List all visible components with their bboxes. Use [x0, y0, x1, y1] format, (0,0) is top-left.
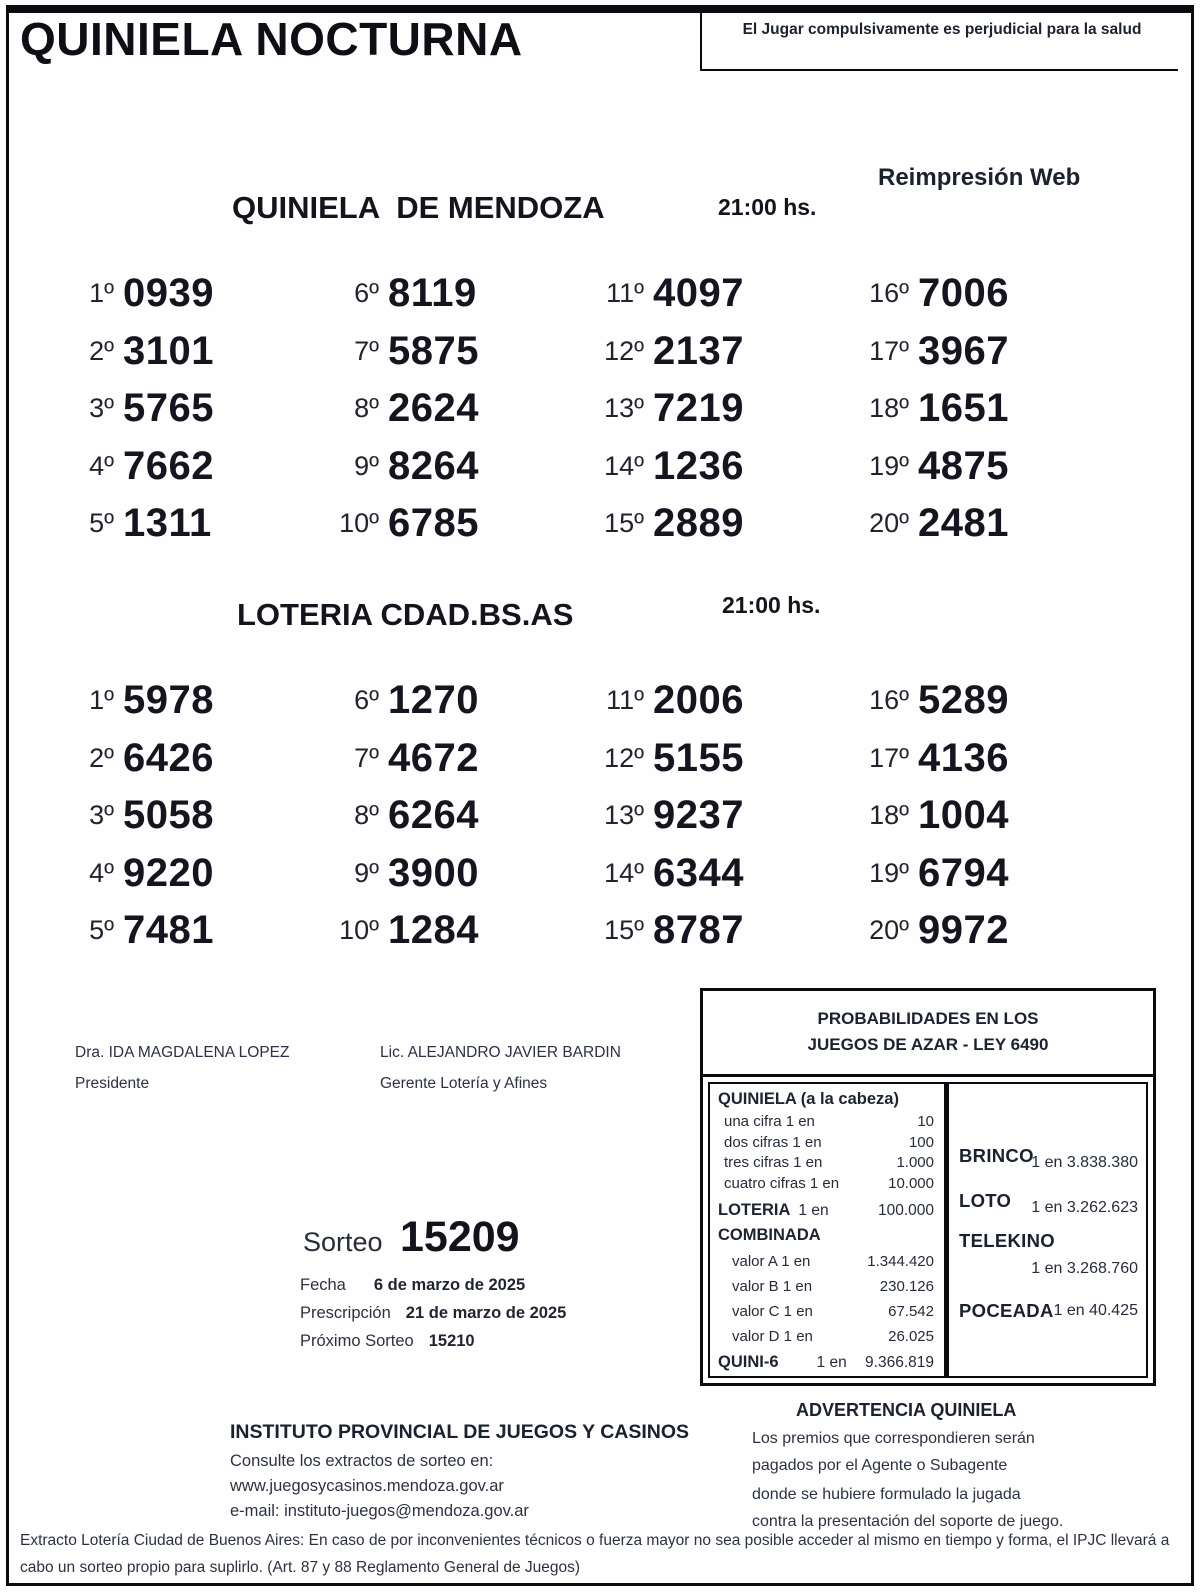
game-odds-value: 1 en 40.425 — [1053, 1302, 1138, 1319]
odds-label: cuatro cifras 1 en — [724, 1174, 840, 1192]
manager-role: Gerente Lotería y Afines — [380, 1075, 548, 1092]
loteria-odds-mid: 1 en — [798, 1202, 829, 1219]
result-item — [855, 271, 1120, 316]
instituto-consulte-line: Consulte los extractos de sorteo en: — [230, 1452, 494, 1470]
result-item — [60, 271, 325, 316]
footer-legal-text: Extracto Lotería Ciudad de Buenos Aires: En caso de por inconvenientes técnicos o fuerza mayor no sea posible acceder al mismo en tiempo y forma, el IPJC llevará a cabo un sorteo propio para suplirlo. (Art. 87 y 88 Reglamento General de Juegos) — [20, 1532, 1170, 1576]
result-number: 1311 — [123, 501, 212, 546]
result-position: 14º — [604, 450, 644, 481]
result-position: 16º — [869, 278, 909, 309]
result-position: 17º — [869, 742, 909, 773]
result-number: 8119 — [388, 271, 477, 316]
result-position: 2º — [89, 335, 114, 366]
loteria-odds-value: 100.000 — [877, 1202, 934, 1219]
fecha-line — [300, 1276, 525, 1295]
result-number: 0939 — [123, 271, 214, 316]
result-item — [60, 386, 325, 431]
probabilities-left-cell — [708, 1082, 944, 1378]
result-item — [590, 386, 855, 431]
loteria-odds-label: LOTERIA — [718, 1201, 791, 1219]
sorteo-number: 15209 — [400, 1213, 520, 1261]
mendoza-results-grid — [60, 265, 1122, 553]
result-number: 7662 — [123, 443, 214, 488]
result-number: 2006 — [653, 678, 744, 723]
result-position: 13º — [604, 393, 644, 424]
result-number: 2624 — [388, 386, 479, 431]
instituto-title: INSTITUTO PROVINCIAL DE JUEGOS Y CASINOS — [230, 1421, 690, 1443]
result-number: 3967 — [918, 328, 1009, 373]
advertencia-line: Los premios que correspondieren serán — [752, 1430, 1035, 1447]
result-number: 7006 — [918, 271, 1009, 316]
result-number: 1651 — [918, 386, 1009, 431]
result-number: 5155 — [653, 735, 744, 780]
quiniela-odds-row — [718, 1174, 934, 1195]
result-position: 6º — [354, 685, 379, 716]
result-item — [590, 736, 855, 781]
result-number: 1004 — [918, 793, 1009, 838]
result-number: 4875 — [918, 443, 1009, 488]
combinada-odds-row — [718, 1274, 934, 1299]
probabilities-title-line1: PROBABILIDADES EN LOS — [817, 1009, 1039, 1028]
game-odds-value: 1 en 3.268.760 — [1031, 1260, 1138, 1277]
result-item — [590, 444, 855, 489]
result-position: 6º — [354, 278, 379, 309]
result-position: 3º — [89, 800, 114, 831]
president-role: Presidente — [75, 1075, 150, 1092]
result-position: 13º — [604, 800, 644, 831]
result-item — [325, 501, 590, 546]
manager-name: Lic. ALEJANDRO JAVIER BARDIN — [380, 1044, 621, 1061]
result-number: 6794 — [918, 850, 1009, 895]
odds-label: tres cifras 1 en — [724, 1154, 823, 1171]
odds-label: valor C 1 en — [732, 1303, 813, 1320]
result-item — [855, 908, 1120, 953]
probabilities-body — [703, 1077, 1153, 1383]
result-item — [855, 386, 1120, 431]
instituto-email: e-mail: instituto-juegos@mendoza.gov.ar — [230, 1502, 529, 1520]
quiniela-odds-header: QUINIELA (a la cabeza) — [718, 1090, 899, 1108]
odds-label: valor A 1 en — [732, 1253, 811, 1270]
document-title: QUINIELA NOCTURNA — [20, 13, 523, 65]
sorteo-label: Sorteo — [303, 1227, 383, 1257]
result-number: 4097 — [653, 271, 744, 316]
quini6-odds-label: QUINI-6 — [718, 1353, 779, 1371]
prescripcion-value: 21 de marzo de 2025 — [405, 1304, 567, 1322]
result-number: 1284 — [388, 908, 479, 953]
quini6-odds-mid: 1 en — [816, 1354, 847, 1371]
game-name: BRINCO — [959, 1145, 1034, 1166]
result-number: 2137 — [653, 328, 744, 373]
bsas-results-grid — [60, 672, 1122, 960]
result-position: 18º — [869, 800, 909, 831]
prescripcion-line — [300, 1304, 566, 1323]
result-position: 19º — [869, 857, 909, 888]
result-number: 6426 — [123, 735, 214, 780]
result-position: 11º — [606, 685, 644, 716]
quini6-odds-value: 9.366.819 — [865, 1354, 934, 1371]
result-position: 1º — [89, 685, 114, 716]
result-number: 8264 — [388, 443, 479, 488]
bsas-section-title: LOTERIA CDAD.BS.AS — [237, 597, 574, 632]
combinada-odds-row — [718, 1324, 934, 1349]
result-position: 10º — [339, 915, 379, 946]
game-odds-row — [959, 1294, 1138, 1334]
result-item — [325, 678, 590, 723]
result-number: 8787 — [653, 908, 744, 953]
probabilities-right-cell — [944, 1082, 1148, 1378]
result-item — [325, 908, 590, 953]
proximo-sorteo-line — [300, 1332, 475, 1351]
instituto-website: www.juegosycasinos.mendoza.gov.ar — [230, 1477, 504, 1495]
combinada-odds-header: COMBINADA — [718, 1226, 821, 1244]
fecha-value: 6 de marzo de 2025 — [373, 1276, 526, 1294]
result-position: 20º — [869, 915, 909, 946]
result-position: 17º — [869, 335, 909, 366]
result-position: 1º — [89, 278, 114, 309]
odds-value: 1.344.420 — [867, 1253, 934, 1270]
result-item — [855, 678, 1120, 723]
result-position: 5º — [89, 915, 114, 946]
result-item — [325, 386, 590, 431]
result-number: 4136 — [918, 735, 1009, 780]
result-number: 1236 — [653, 443, 744, 488]
result-item — [325, 271, 590, 316]
bsas-draw-time: 21:00 hs. — [722, 592, 821, 618]
reprint-web-label: Reimpresión Web — [878, 164, 1081, 191]
advertencia-line: donde se hubiere formulado la jugada — [752, 1486, 1021, 1503]
result-item — [855, 329, 1120, 374]
result-number: 5765 — [123, 386, 214, 431]
result-item — [590, 271, 855, 316]
result-position: 12º — [604, 335, 644, 366]
odds-value: 67.542 — [888, 1303, 934, 1320]
result-number: 6264 — [388, 793, 479, 838]
result-item — [590, 329, 855, 374]
result-item — [855, 501, 1120, 546]
result-position: 19º — [869, 450, 909, 481]
health-warning-text: El Jugar compulsivamente es perjudicial para la salud — [742, 21, 1142, 38]
result-number: 6785 — [388, 501, 479, 546]
result-position: 15º — [604, 915, 644, 946]
result-item — [590, 678, 855, 723]
result-item — [60, 678, 325, 723]
combinada-odds-row — [718, 1249, 934, 1274]
mendoza-draw-time: 21:00 hs. — [718, 194, 817, 220]
result-item — [60, 908, 325, 953]
odds-value: 10.000 — [888, 1174, 934, 1192]
result-item — [325, 736, 590, 781]
result-position: 11º — [606, 278, 644, 309]
game-name: LOTO — [959, 1190, 1012, 1211]
probabilities-title — [703, 991, 1153, 1077]
result-position: 16º — [869, 685, 909, 716]
result-item — [855, 851, 1120, 896]
result-number: 5875 — [388, 328, 479, 373]
result-number: 6344 — [653, 850, 744, 895]
result-position: 4º — [89, 857, 114, 888]
result-position: 12º — [604, 742, 644, 773]
game-name: POCEADA — [959, 1300, 1054, 1321]
result-item — [590, 793, 855, 838]
result-number: 5289 — [918, 678, 1009, 723]
result-item — [855, 793, 1120, 838]
result-position: 8º — [354, 393, 379, 424]
proximo-sorteo-label: Próximo Sorteo — [300, 1332, 414, 1350]
odds-value: 26.025 — [888, 1328, 934, 1345]
result-number: 2481 — [918, 501, 1009, 546]
prescripcion-label: Prescripción — [300, 1304, 391, 1322]
result-position: 20º — [869, 508, 909, 539]
result-position: 9º — [354, 450, 379, 481]
result-number: 9237 — [653, 793, 744, 838]
odds-value: 10 — [917, 1113, 934, 1130]
result-position: 9º — [354, 857, 379, 888]
result-item — [325, 444, 590, 489]
result-item — [325, 851, 590, 896]
result-position: 18º — [869, 393, 909, 424]
combinada-odds-row — [718, 1299, 934, 1324]
result-item — [325, 793, 590, 838]
mendoza-section-title: QUINIELA DE MENDOZA — [232, 190, 605, 225]
quiniela-odds-row — [718, 1133, 934, 1154]
result-item — [60, 793, 325, 838]
game-odds-value: 1 en 3.838.380 — [1031, 1154, 1138, 1171]
health-warning-box — [700, 13, 1178, 71]
result-position: 4º — [89, 450, 114, 481]
odds-value: 1.000 — [896, 1154, 934, 1171]
quiniela-odds-row — [718, 1153, 934, 1174]
result-position: 2º — [89, 742, 114, 773]
result-number: 2889 — [653, 501, 744, 546]
advertencia-title: ADVERTENCIA QUINIELA — [796, 1400, 1017, 1420]
result-item — [325, 329, 590, 374]
odds-value: 100 — [908, 1133, 934, 1151]
result-item — [60, 444, 325, 489]
result-number: 3101 — [123, 328, 214, 373]
quiniela-odds-row — [718, 1112, 934, 1133]
result-position: 14º — [604, 857, 644, 888]
proximo-sorteo-value: 15210 — [428, 1332, 475, 1350]
result-number: 9972 — [918, 908, 1009, 953]
odds-label: valor B 1 en — [732, 1278, 813, 1295]
result-position: 7º — [354, 742, 379, 773]
fecha-label: Fecha — [300, 1276, 346, 1294]
result-position: 3º — [89, 393, 114, 424]
game-odds-row — [959, 1224, 1138, 1288]
probabilities-table — [700, 988, 1156, 1386]
loteria-odds-row — [718, 1201, 934, 1220]
advertencia-line: pagados por el Agente o Subagente — [752, 1457, 1008, 1474]
game-odds-row — [959, 1139, 1138, 1179]
result-item — [590, 851, 855, 896]
result-item — [590, 908, 855, 953]
result-position: 10º — [339, 508, 379, 539]
result-position: 15º — [604, 508, 644, 539]
president-name: Dra. IDA MAGDALENA LOPEZ — [75, 1044, 290, 1061]
result-item — [855, 736, 1120, 781]
result-position: 7º — [354, 335, 379, 366]
result-number: 4672 — [388, 735, 479, 780]
odds-label: una cifra 1 en — [724, 1113, 815, 1130]
result-item — [60, 329, 325, 374]
result-number: 7219 — [653, 386, 744, 431]
result-item — [590, 501, 855, 546]
probabilities-title-line2: JUEGOS DE AZAR - LEY 6490 — [807, 1035, 1049, 1054]
quini6-odds-row — [718, 1353, 934, 1372]
result-number: 7481 — [123, 908, 214, 953]
advertencia-line: contra la presentación del soporte de juego. — [752, 1513, 1064, 1530]
result-number: 5978 — [123, 678, 214, 723]
game-name: TELEKINO — [959, 1230, 1055, 1251]
result-number: 9220 — [123, 850, 214, 895]
result-number: 3900 — [388, 850, 479, 895]
result-item — [855, 444, 1120, 489]
game-odds-value: 1 en 3.262.623 — [1031, 1199, 1138, 1216]
result-item — [60, 501, 325, 546]
result-number: 5058 — [123, 793, 214, 838]
odds-value: 230.126 — [879, 1278, 934, 1295]
result-item — [60, 736, 325, 781]
odds-label: dos cifras 1 en — [724, 1133, 822, 1151]
result-position: 5º — [89, 508, 114, 539]
game-odds-row — [959, 1184, 1138, 1224]
odds-label: valor D 1 en — [732, 1328, 813, 1345]
result-position: 8º — [354, 800, 379, 831]
result-item — [60, 851, 325, 896]
result-number: 1270 — [388, 678, 479, 723]
